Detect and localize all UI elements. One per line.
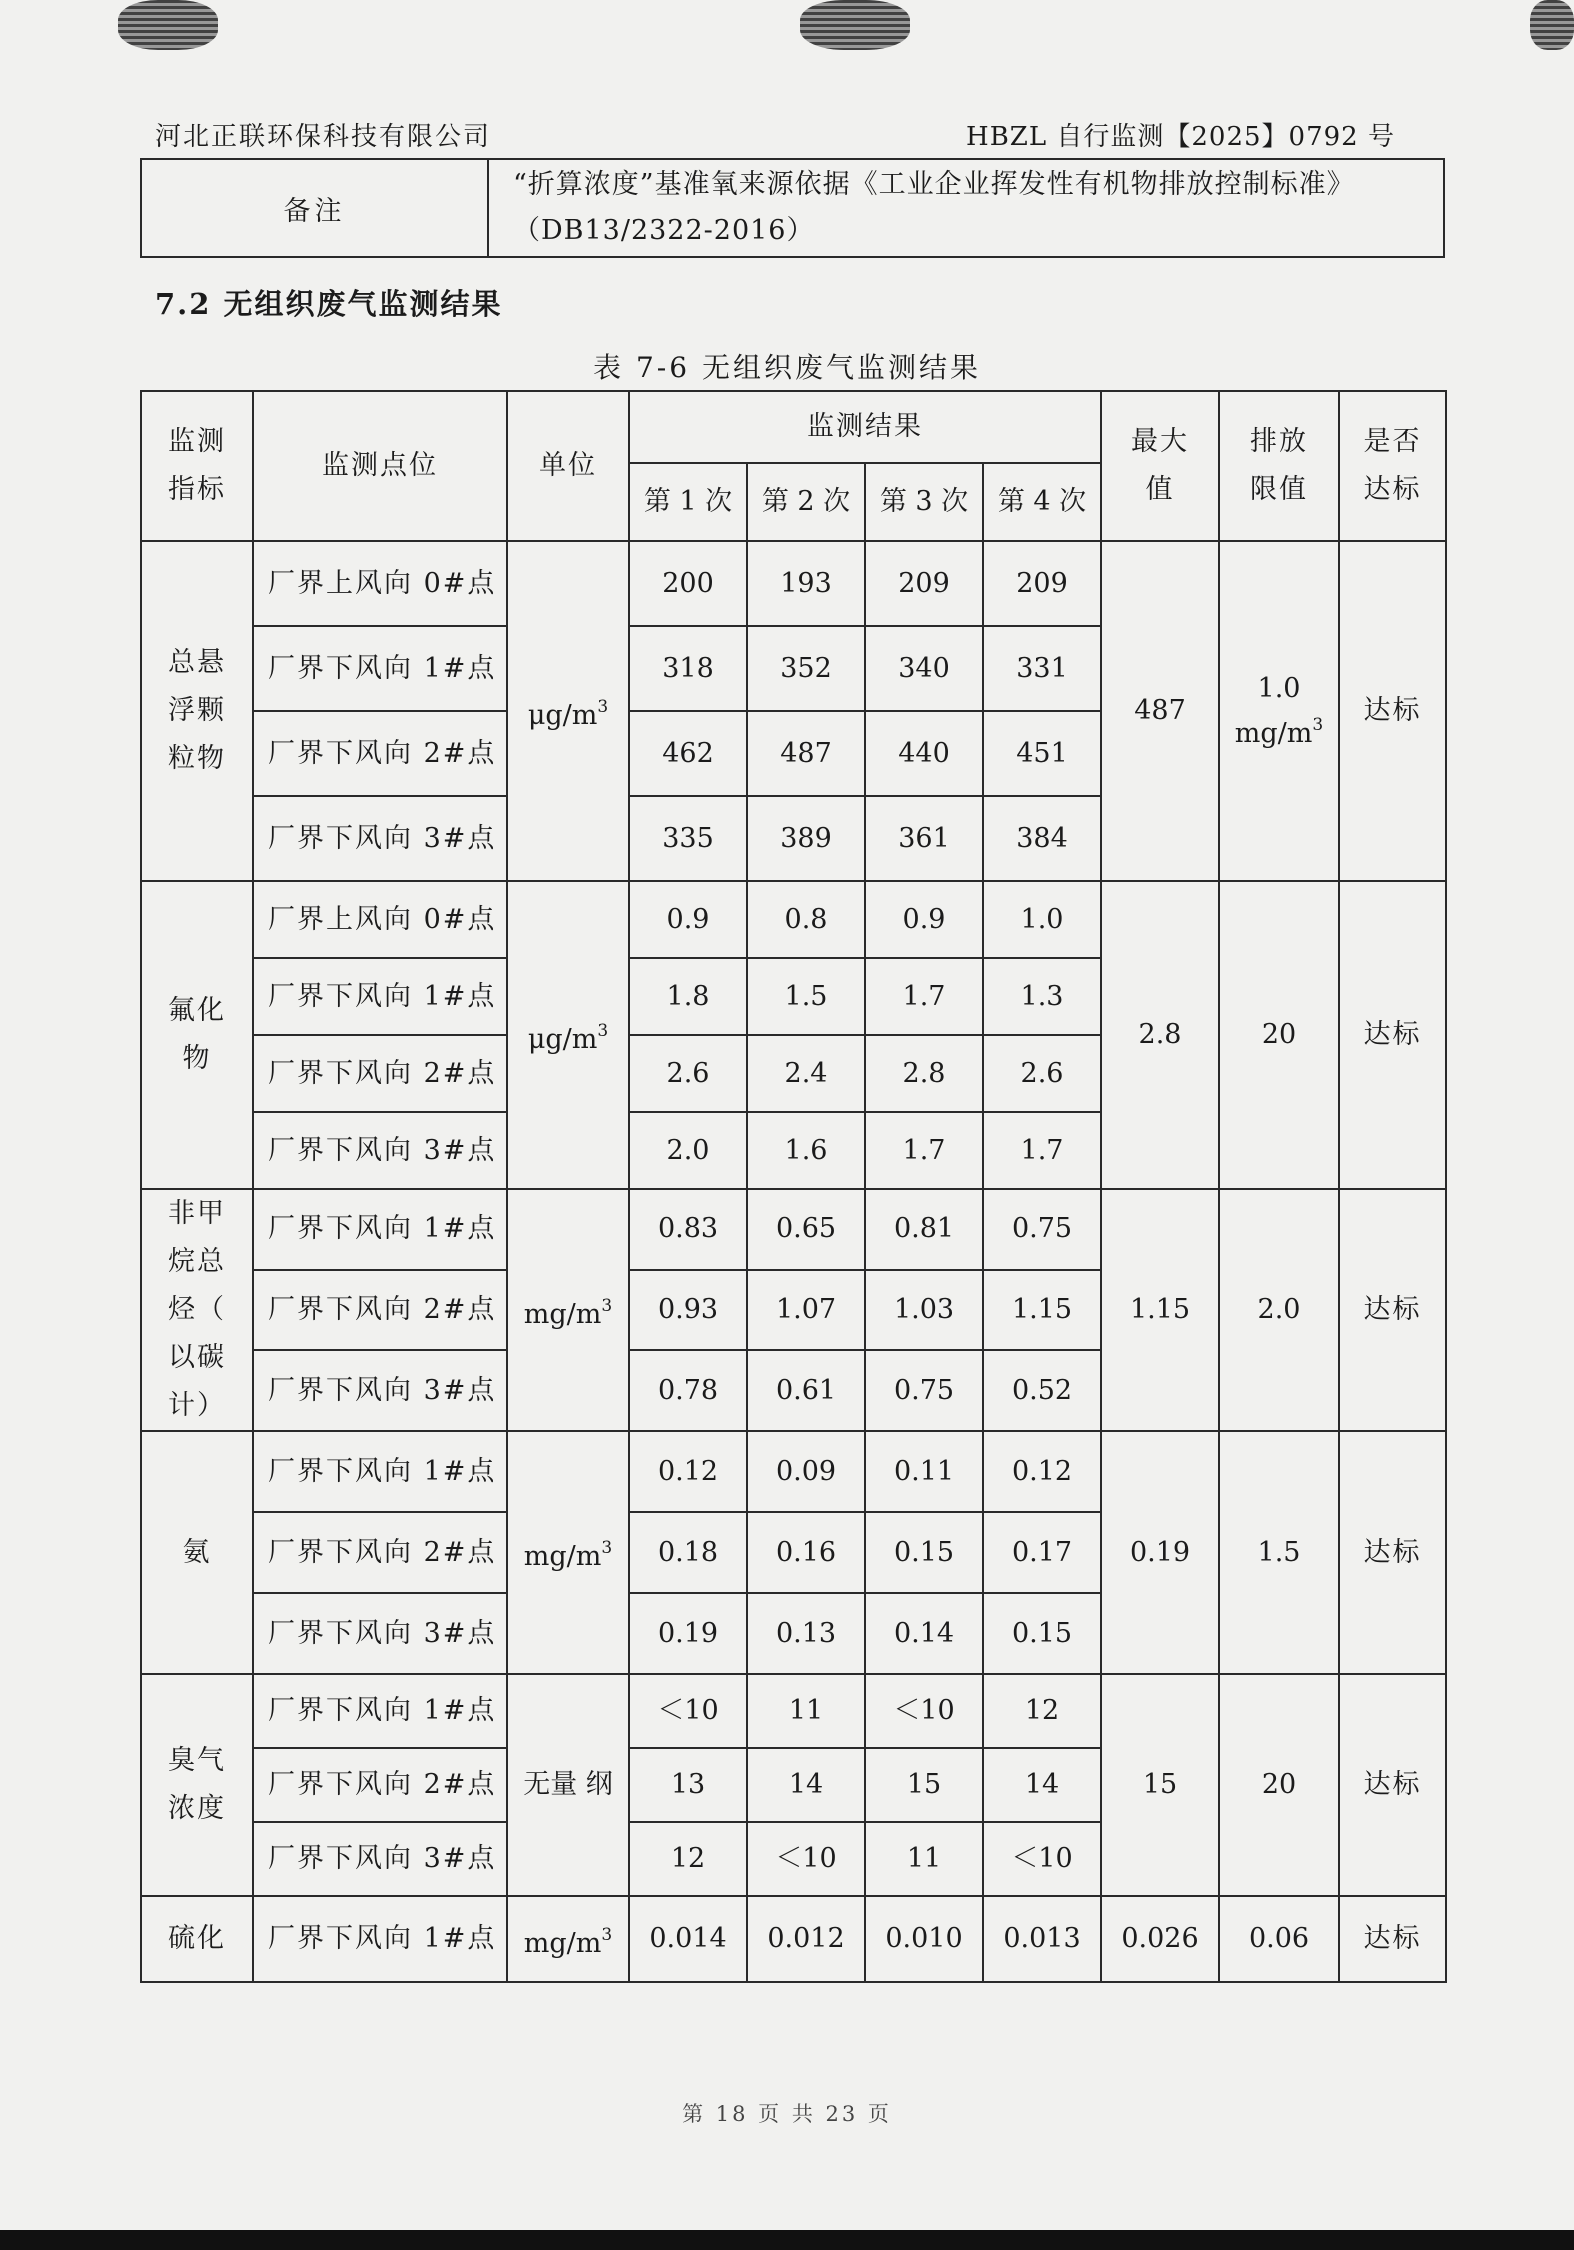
indicator-cell: 非甲 烷总 烃（ 以碳 计）	[141, 1189, 253, 1431]
table-row	[141, 1674, 1446, 1748]
value-cell: 0.93	[629, 1270, 747, 1351]
value-cell: 15	[865, 1748, 983, 1822]
compliant-cell: 达标	[1339, 1896, 1446, 1982]
value-cell: 193	[747, 541, 865, 626]
value-cell: 200	[629, 541, 747, 626]
location-cell: 厂界下风向 3#点	[253, 1350, 507, 1431]
table-row	[141, 1431, 1446, 1512]
value-cell: 0.09	[747, 1431, 865, 1512]
compliant-cell: 达标	[1339, 1189, 1446, 1431]
value-cell: 0.014	[629, 1896, 747, 1982]
value-cell: 1.7	[865, 1112, 983, 1189]
value-cell: 0.11	[865, 1431, 983, 1512]
value-cell: 0.52	[983, 1350, 1101, 1431]
results-table	[140, 390, 1447, 1983]
value-cell: 0.013	[983, 1896, 1101, 1982]
compliant-cell: 达标	[1339, 881, 1446, 1189]
value-cell: 0.78	[629, 1350, 747, 1431]
value-cell: 335	[629, 796, 747, 881]
value-cell: 2.4	[747, 1035, 865, 1112]
header-run: 第 3 次	[865, 463, 983, 541]
header-unit: 单位	[507, 391, 629, 541]
indicator-cell: 氟化 物	[141, 881, 253, 1189]
location-cell: 厂界下风向 2#点	[253, 1035, 507, 1112]
value-cell: 352	[747, 626, 865, 711]
value-cell: 1.03	[865, 1270, 983, 1351]
value-cell: 0.81	[865, 1189, 983, 1270]
value-cell: 14	[747, 1748, 865, 1822]
indicator-cell: 硫化	[141, 1896, 253, 1982]
unit-cell: $\mu g/m^3$	[507, 881, 629, 1189]
table-row	[141, 1896, 1446, 1982]
indicator-cell: 氨	[141, 1431, 253, 1674]
location-cell: 厂界下风向 1#点	[253, 626, 507, 711]
location-cell: 厂界下风向 2#点	[253, 1748, 507, 1822]
header-run: 第 1 次	[629, 463, 747, 541]
value-cell: 0.15	[865, 1512, 983, 1593]
location-cell: 厂界下风向 3#点	[253, 1112, 507, 1189]
value-cell: 0.13	[747, 1593, 865, 1674]
compliant-cell: 达标	[1339, 1674, 1446, 1896]
value-cell: 2.8	[865, 1035, 983, 1112]
table-row	[141, 881, 1446, 958]
value-cell: 384	[983, 796, 1101, 881]
value-cell: 0.9	[629, 881, 747, 958]
location-cell: 厂界下风向 1#点	[253, 1896, 507, 1982]
limit-cell: 0.06	[1219, 1896, 1339, 1982]
value-cell: ＜10	[629, 1674, 747, 1748]
indicator-cell: 臭气 浓度	[141, 1674, 253, 1896]
value-cell: 12	[629, 1822, 747, 1896]
value-cell: 2.6	[629, 1035, 747, 1112]
value-cell: 389	[747, 796, 865, 881]
compliant-cell: 达标	[1339, 541, 1446, 881]
location-cell: 厂界下风向 3#点	[253, 1822, 507, 1896]
value-cell: 462	[629, 711, 747, 796]
value-cell: 1.5	[747, 958, 865, 1035]
location-cell: 厂界下风向 2#点	[253, 711, 507, 796]
value-cell: 1.07	[747, 1270, 865, 1351]
location-cell: 厂界下风向 2#点	[253, 1512, 507, 1593]
unit-cell: $mg/m^3$	[507, 1896, 629, 1982]
location-cell: 厂界下风向 2#点	[253, 1270, 507, 1351]
value-cell: 331	[983, 626, 1101, 711]
value-cell: 2.0	[629, 1112, 747, 1189]
value-cell: 209	[865, 541, 983, 626]
scan-edge	[0, 2230, 1574, 2250]
section-title: 7.2 无组织废气监测结果	[155, 287, 503, 321]
note-table	[140, 158, 1445, 258]
max-cell: 15	[1101, 1674, 1219, 1896]
unit-cell: $mg/m^3$	[507, 1431, 629, 1674]
value-cell: 0.12	[629, 1431, 747, 1512]
value-cell: 0.9	[865, 881, 983, 958]
limit-cell: 1.0 $mg/m^3$	[1219, 541, 1339, 881]
value-cell: 0.18	[629, 1512, 747, 1593]
limit-cell: 2.0	[1219, 1189, 1339, 1431]
value-cell: ＜10	[983, 1822, 1101, 1896]
header-run: 第 2 次	[747, 463, 865, 541]
value-cell: 0.14	[865, 1593, 983, 1674]
page-footer: 第 18 页 共 23 页	[682, 2102, 892, 2126]
value-cell: 0.15	[983, 1593, 1101, 1674]
value-cell: 12	[983, 1674, 1101, 1748]
table-caption: 表 7-6 无组织废气监测结果	[593, 351, 981, 384]
value-cell: 0.17	[983, 1512, 1101, 1593]
value-cell: 11	[865, 1822, 983, 1896]
company-name: 河北正联环保科技有限公司	[155, 122, 492, 152]
header-results: 监测结果	[629, 391, 1101, 463]
value-cell: 0.65	[747, 1189, 865, 1270]
value-cell: 0.16	[747, 1512, 865, 1593]
location-cell: 厂界下风向 3#点	[253, 1593, 507, 1674]
limit-cell: 20	[1219, 1674, 1339, 1896]
header-max: 最大 值	[1101, 391, 1219, 541]
value-cell: 1.15	[983, 1270, 1101, 1351]
location-cell: 厂界上风向 0#点	[253, 881, 507, 958]
limit-cell: 20	[1219, 881, 1339, 1189]
value-cell: 361	[865, 796, 983, 881]
value-cell: 0.83	[629, 1189, 747, 1270]
header-run: 第 4 次	[983, 463, 1101, 541]
max-cell: 487	[1101, 541, 1219, 881]
table-row	[141, 541, 1446, 626]
value-cell: 440	[865, 711, 983, 796]
report-number: HBZL 自行监测【2025】0792 号	[966, 122, 1395, 152]
note-text: “折算浓度”基准氧来源依据《工业企业挥发性有机物排放控制标准》（DB13/2322-2016）	[488, 159, 1444, 257]
value-cell: 13	[629, 1748, 747, 1822]
unit-cell: $\mu g/m^3$	[507, 541, 629, 881]
max-cell: 2.8	[1101, 881, 1219, 1189]
value-cell: 1.8	[629, 958, 747, 1035]
header-indicator: 监测 指标	[141, 391, 253, 541]
value-cell: 11	[747, 1674, 865, 1748]
value-cell: 209	[983, 541, 1101, 626]
value-cell: 318	[629, 626, 747, 711]
compliant-cell: 达标	[1339, 1431, 1446, 1674]
location-cell: 厂界下风向 1#点	[253, 1674, 507, 1748]
max-cell: 1.15	[1101, 1189, 1219, 1431]
value-cell: 2.6	[983, 1035, 1101, 1112]
value-cell: 14	[983, 1748, 1101, 1822]
value-cell: 0.010	[865, 1896, 983, 1982]
value-cell: 487	[747, 711, 865, 796]
value-cell: 0.12	[983, 1431, 1101, 1512]
limit-cell: 1.5	[1219, 1431, 1339, 1674]
location-cell: 厂界下风向 3#点	[253, 796, 507, 881]
value-cell: ＜10	[865, 1674, 983, 1748]
value-cell: 0.61	[747, 1350, 865, 1431]
header-location: 监测点位	[253, 391, 507, 541]
value-cell: 0.75	[983, 1189, 1101, 1270]
value-cell: 1.7	[865, 958, 983, 1035]
scan-mark	[800, 0, 910, 50]
max-cell: 0.19	[1101, 1431, 1219, 1674]
page-header	[155, 116, 1395, 156]
note-label: 备注	[141, 159, 488, 257]
value-cell: ＜10	[747, 1822, 865, 1896]
value-cell: 1.7	[983, 1112, 1101, 1189]
value-cell: 0.75	[865, 1350, 983, 1431]
header-limit: 排放 限值	[1219, 391, 1339, 541]
unit-cell: 无量 纲	[507, 1674, 629, 1896]
value-cell: 0.8	[747, 881, 865, 958]
value-cell: 0.19	[629, 1593, 747, 1674]
value-cell: 1.6	[747, 1112, 865, 1189]
table-row	[141, 1189, 1446, 1270]
value-cell: 0.012	[747, 1896, 865, 1982]
location-cell: 厂界上风向 0#点	[253, 541, 507, 626]
scan-mark	[1530, 0, 1574, 50]
unit-cell: $mg/m^3$	[507, 1189, 629, 1431]
header-row	[141, 391, 1446, 463]
value-cell: 1.3	[983, 958, 1101, 1035]
location-cell: 厂界下风向 1#点	[253, 1431, 507, 1512]
note-row	[141, 159, 1444, 257]
indicator-cell: 总悬 浮颗 粒物	[141, 541, 253, 881]
location-cell: 厂界下风向 1#点	[253, 958, 507, 1035]
value-cell: 451	[983, 711, 1101, 796]
value-cell: 1.0	[983, 881, 1101, 958]
scan-mark	[118, 0, 218, 50]
max-cell: 0.026	[1101, 1896, 1219, 1982]
location-cell: 厂界下风向 1#点	[253, 1189, 507, 1270]
header-compliant: 是否 达标	[1339, 391, 1446, 541]
value-cell: 340	[865, 626, 983, 711]
